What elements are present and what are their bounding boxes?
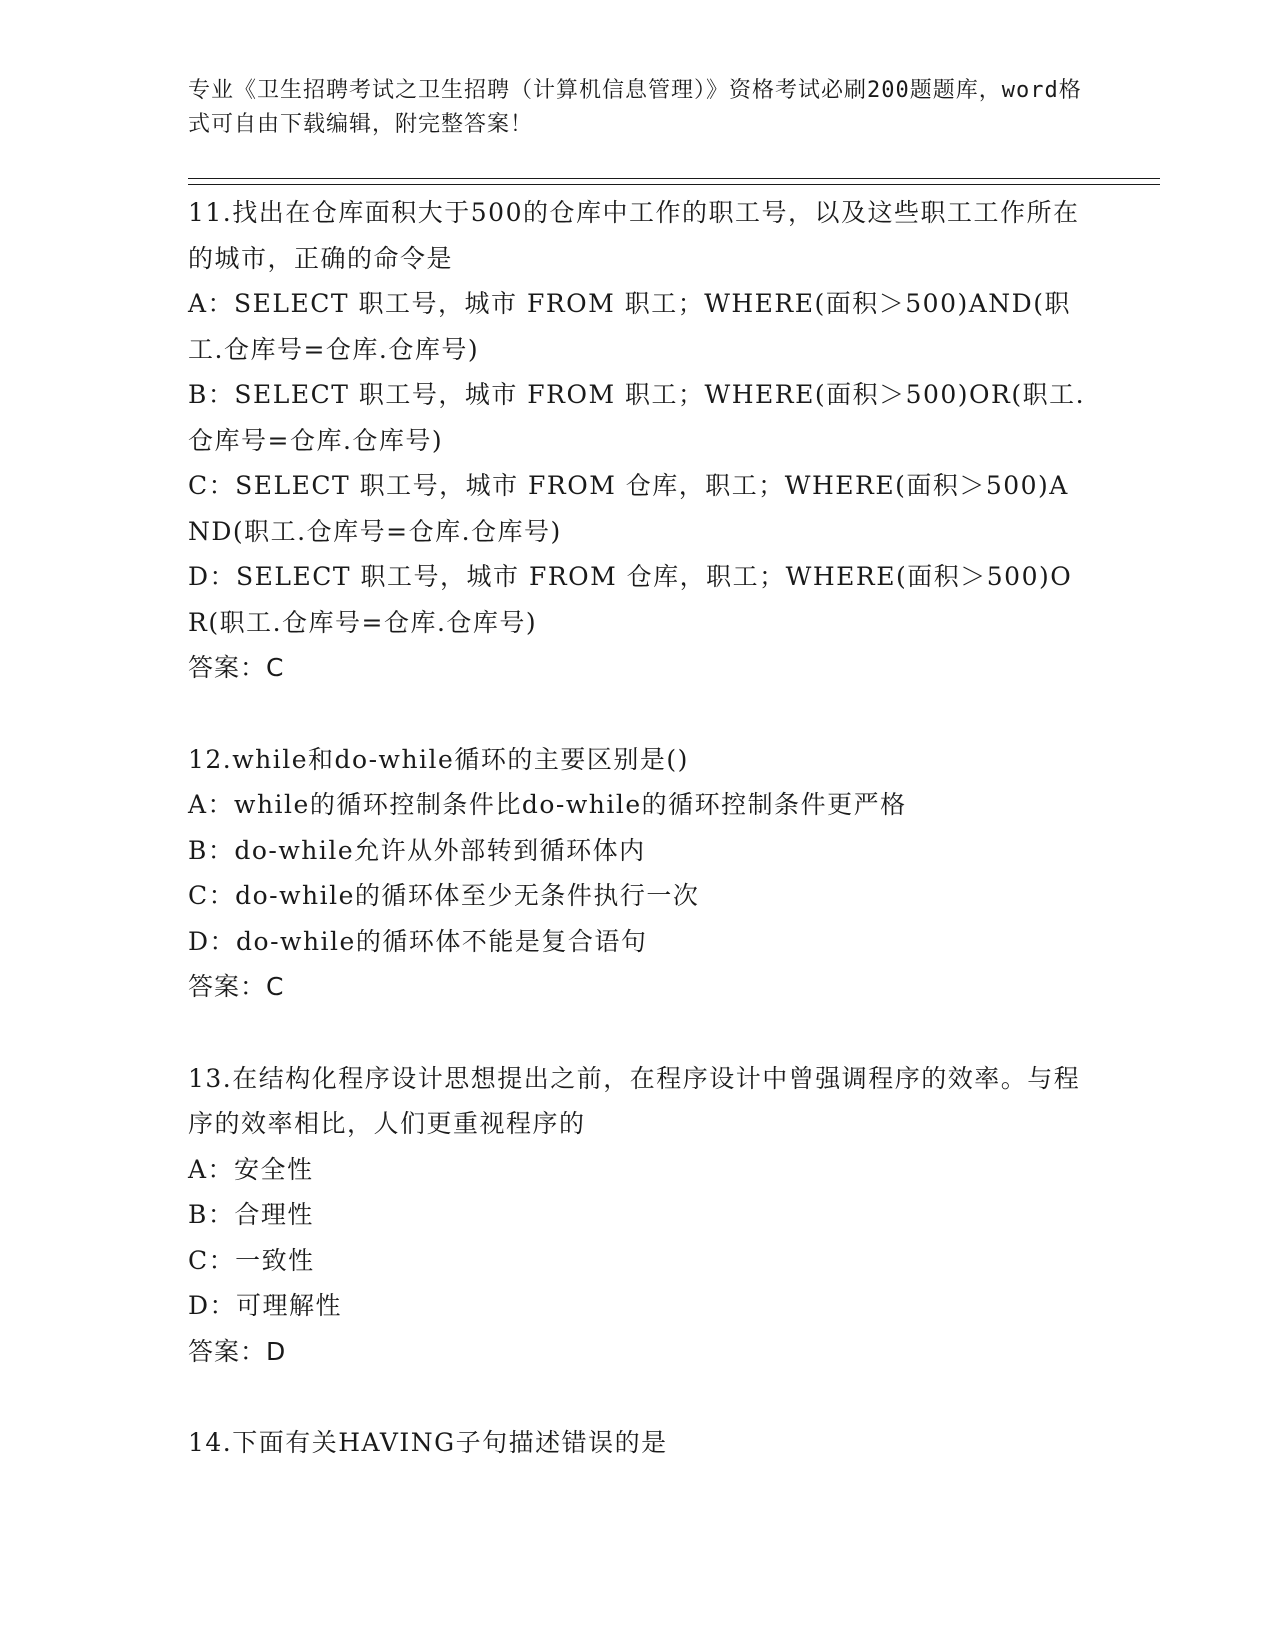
question-stem: 11.找出在仓库面积大于500的仓库中工作的职工号，以及这些职工工作所在的城市，正确的命令是 bbox=[188, 198, 1080, 273]
option-d: D：可理解性 bbox=[188, 1291, 343, 1320]
question-item bbox=[188, 737, 1088, 1010]
option-c: C：一致性 bbox=[188, 1245, 315, 1275]
question-spacer bbox=[188, 1374, 1088, 1420]
answer-line: 答案：C bbox=[188, 972, 285, 1001]
question-item bbox=[188, 1056, 1088, 1375]
option-a: A：while的循环控制条件比do-while的循环控制条件更严格 bbox=[188, 790, 907, 819]
question-spacer bbox=[188, 691, 1088, 737]
header-divider-top bbox=[188, 178, 1160, 179]
question-stem: 14.下面有关HAVING子句描述错误的是 bbox=[188, 1428, 668, 1457]
option-c: C：SELECT 职工号，城市 FROM 仓库，职工；WHERE(面积＞500)AND(职工.仓库号=仓库.仓库号) bbox=[188, 471, 1069, 546]
answer-line: 答案：D bbox=[188, 1336, 287, 1366]
question-stem: 13.在结构化程序设计思想提出之前，在程序设计中曾强调程序的效率。与程序的效率相比，人们更重视程序的 bbox=[188, 1063, 1081, 1138]
question-item bbox=[188, 1420, 1088, 1466]
document-header: 专业《卫生招聘考试之卫生招聘（计算机信息管理）》资格考试必刷200题题库，word格式可自由下载编辑，附完整答案！ bbox=[188, 78, 1082, 137]
option-b: B：do-while允许从外部转到循环体内 bbox=[188, 835, 646, 865]
option-a: A：安全性 bbox=[188, 1154, 314, 1184]
option-d: D：SELECT 职工号，城市 FROM 仓库，职工；WHERE(面积＞500)OR(职工.仓库号=仓库.仓库号) bbox=[188, 562, 1073, 637]
option-d: D：do-while的循环体不能是复合语句 bbox=[188, 926, 648, 956]
question-stem: 12.while和do-while循环的主要区别是() bbox=[188, 744, 689, 774]
option-b: B：SELECT 职工号，城市 FROM 职工；WHERE(面积＞500)OR(职工.仓库号=仓库.仓库号) bbox=[188, 380, 1086, 455]
answer-line: 答案：C bbox=[188, 653, 285, 682]
option-c: C：do-while的循环体至少无条件执行一次 bbox=[188, 881, 700, 910]
question-list bbox=[188, 190, 1088, 1466]
question-spacer bbox=[188, 1010, 1088, 1056]
header-divider-bottom bbox=[188, 184, 1160, 185]
option-a: A：SELECT 职工号，城市 FROM 职工；WHERE(面积＞500)AND(职工.仓库号=仓库.仓库号) bbox=[188, 289, 1071, 364]
option-b: B：合理性 bbox=[188, 1200, 314, 1229]
question-item bbox=[188, 190, 1088, 691]
